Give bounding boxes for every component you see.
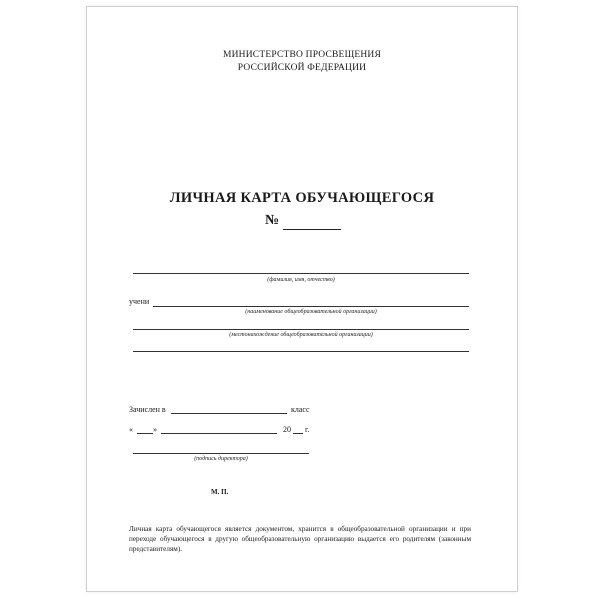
org-name-field[interactable] [153,306,469,307]
director-signature-caption: (подпись директора) [194,456,248,462]
ministry-line-2: РОССИЙСКОЙ ФЕДЕРАЦИИ [237,63,367,73]
card-number-label: № [265,213,280,228]
year-prefix: 20 [283,425,291,434]
org-location-field[interactable] [133,329,469,330]
class-label: класс [291,405,310,414]
full-name-field[interactable] [133,273,469,274]
date-close-quote: » [153,425,157,434]
year-field[interactable] [293,433,303,434]
org-location-field-2[interactable] [133,351,469,352]
month-field[interactable] [161,433,277,434]
class-field[interactable] [171,413,287,414]
student-prefix-label: учени [129,297,150,306]
year-suffix: г. [305,425,310,434]
org-location-caption: (местонахождение общеобразовательной организации) [229,332,373,338]
ministry-line-1: МИНИСТЕРСТВО ПРОСВЕЩЕНИЯ [222,50,382,60]
org-name-caption: (наименование общеобразовательной организации) [245,309,377,315]
document-sheet [86,6,518,592]
full-name-caption: (фамилия, имя, отчество) [267,277,335,283]
footer-note: Личная карта обучающегося является документом, хранится в общеобразовательной организации и при переходе обучающегося в другую общеобразовательную организацию выдается его родителям (законным представителям). [129,525,471,553]
day-field[interactable] [137,433,153,434]
date-open-quote: « [129,425,133,434]
director-signature-field[interactable] [133,453,309,454]
enrolled-label: Зачислен в [129,405,166,414]
stamp-label: М. П. [211,488,229,496]
card-number-field[interactable] [283,229,341,230]
document-title: ЛИЧНАЯ КАРТА ОБУЧАЮЩЕГОСЯ [169,190,435,206]
